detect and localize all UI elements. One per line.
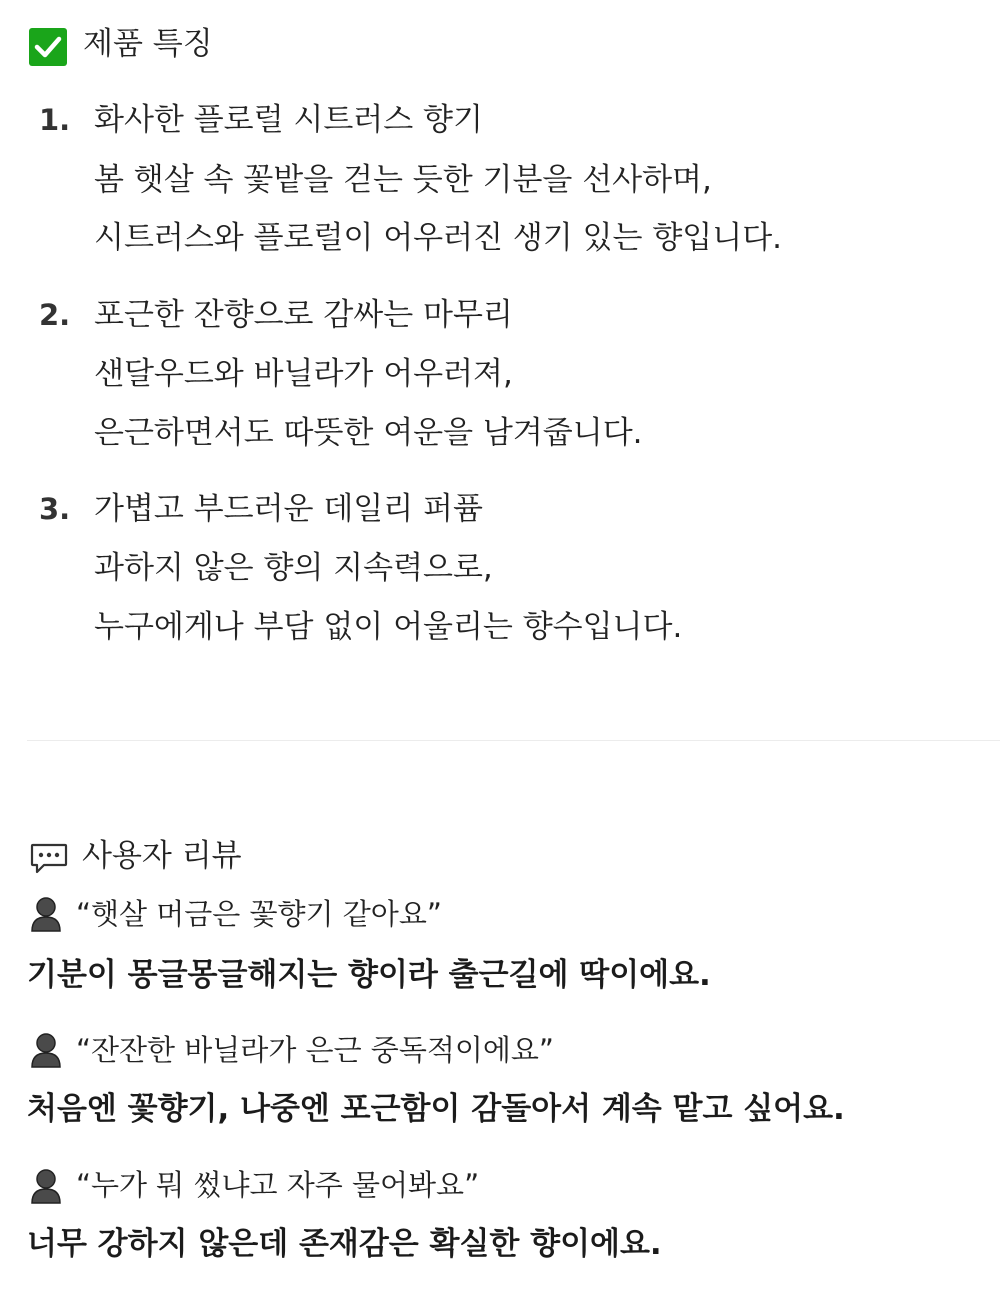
- feature-heading: 화사한 플로럴 시트러스 향기: [94, 102, 483, 138]
- feature-number: 3.: [39, 492, 71, 526]
- check-mark-icon: [29, 28, 67, 66]
- feature-text: 은근하면서도 따뜻한 여운을 남겨줍니다.: [94, 415, 643, 451]
- section-divider: [27, 740, 1000, 741]
- feature-heading: 포근한 잔향으로 감싸는 마무리: [94, 297, 513, 333]
- review-quote: “누가 뭐 썼냐고 자주 물어봐요”: [76, 1168, 480, 1202]
- feature-text: 누구에게나 부담 없이 어울리는 향수입니다.: [94, 609, 683, 645]
- person-icon: [30, 896, 62, 932]
- feature-text: 봄 햇살 속 꽃밭을 걷는 듯한 기분을 선사하며,: [94, 162, 712, 198]
- reviews-title: 사용자 리뷰: [82, 838, 242, 874]
- feature-number: 2.: [39, 298, 71, 332]
- feature-text: 샌달우드와 바닐라가 어우러져,: [94, 356, 513, 392]
- review-body: 처음엔 꽃향기, 나중엔 포근함이 감돌아서 계속 맡고 싶어요.: [27, 1091, 845, 1127]
- feature-text: 시트러스와 플로럴이 어우러진 생기 있는 향입니다.: [94, 220, 782, 256]
- person-icon: [30, 1168, 62, 1204]
- review-body: 기분이 몽글몽글해지는 향이라 출근길에 딱이에요.: [27, 957, 711, 993]
- feature-text: 과하지 않은 향의 지속력으로,: [94, 550, 493, 586]
- review-quote: “잔잔한 바닐라가 은근 중독적이에요”: [76, 1033, 554, 1067]
- feature-heading: 가볍고 부드러운 데일리 퍼퓸: [94, 491, 483, 527]
- speech-balloon-icon: [30, 843, 68, 875]
- person-icon: [30, 1032, 62, 1068]
- features-title: 제품 특징: [83, 26, 213, 62]
- review-quote: “햇살 머금은 꽃향기 같아요”: [76, 897, 442, 931]
- feature-number: 1.: [39, 103, 71, 137]
- review-body: 너무 강하지 않은데 존재감은 확실한 향이에요.: [27, 1226, 662, 1262]
